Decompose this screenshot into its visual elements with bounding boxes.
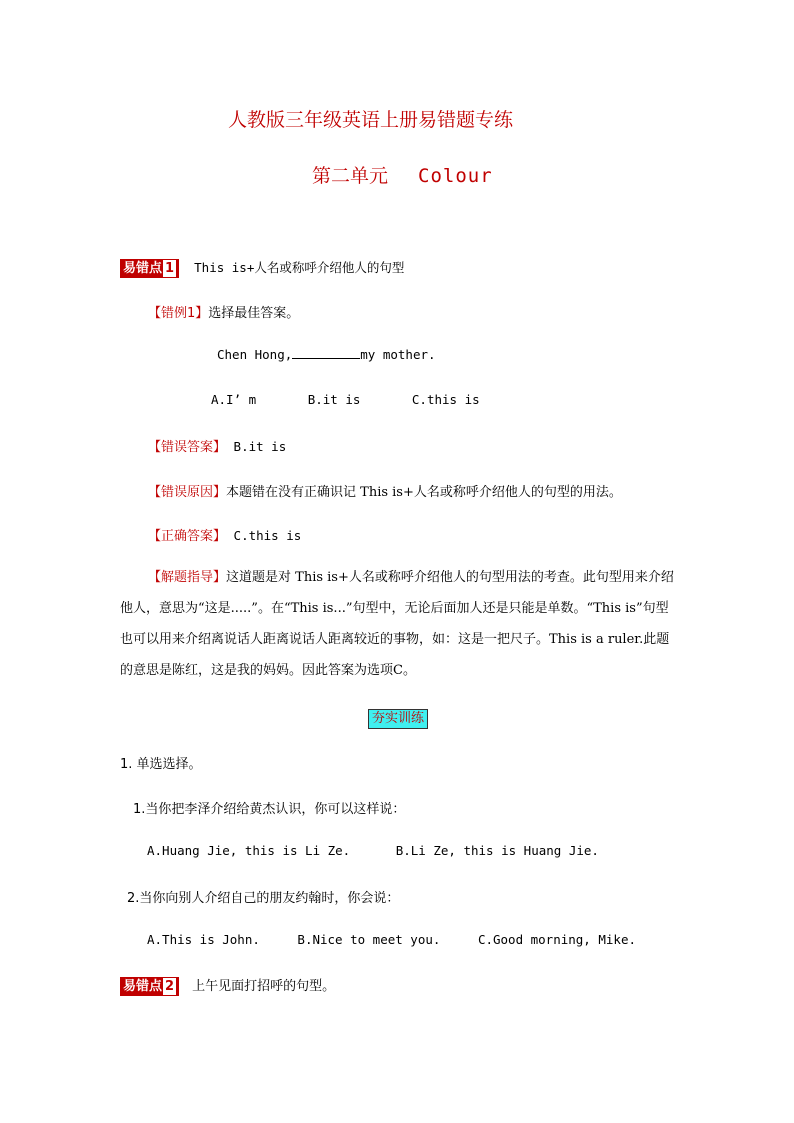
wrong-reason-label: 【错误原因】 [148,485,227,500]
answer-blank [292,347,360,359]
wrong-answer-value: B.it is [226,439,287,454]
error-point-badge: 易错点 1 [120,259,179,278]
unit-subtitle-cn: 第二单元 [312,165,389,187]
practice-question-1-options [147,843,599,858]
practice-section-heading: 1. 单选选择。 [120,757,202,772]
option-b: B.it is [307,392,361,407]
example-1-text: 选择最佳答案。 [208,306,300,321]
page-title: 人教版三年级英语上册易错题专练 [228,109,514,131]
wrong-answer-label: 【错误答案】 [148,440,227,455]
wrong-reason-text: 本题错在没有正确识记 This is+人名或称呼介绍他人的句型的用法。 [226,485,622,500]
option-a: A.I’ m [211,392,257,407]
option-a: A.Huang Jie, this is Li Ze. [147,843,351,858]
correct-answer [148,525,301,544]
unit-subtitle [312,161,493,188]
error-point-2-header [120,975,335,996]
practice-question-2: 2.当你向别人介绍自己的朋友约翰时，你会说： [127,891,400,906]
option-a: A.This is John. [147,932,260,947]
error-point-badge: 易错点 2 [120,977,179,996]
example-1 [148,302,299,321]
solution-guide [120,562,676,686]
example-options [211,392,480,407]
solution-guide-label: 【解题指导】 [148,570,227,585]
option-c: C.Good morning, Mike. [477,932,636,947]
example-question: Chen Hong, my mother. [217,347,436,362]
solution-guide-text: 这道题是对 This is+人名或称呼介绍他人的句型用法的考查。此句型用来介绍他人，意思为“这是.....”。在“This is...”句型中，无论后面加人还是只能是单数。“This is”句型也可以用来介绍离说话人距离说话人距离较近的事物，如：这是一把尺子。This is a ruler.此题的意思是陈红，这是我的妈妈。因此答案为选项C。 [120,570,674,678]
unit-subtitle-en: Colour [418,165,493,187]
correct-answer-value: C.this is [226,528,302,543]
error-point-1-header [120,257,404,278]
practice-question-1: 1.当你把李泽介绍给黄杰认识，你可以这样说： [133,802,406,817]
option-c: C.this is [411,392,480,407]
option-b: B.Nice to meet you. [297,932,441,947]
wrong-answer [148,436,286,455]
error-point-2-text: 上午见面打招呼的句型。 [192,979,336,994]
practice-badge: 夯实训练 [368,707,428,729]
wrong-reason [148,481,622,500]
option-b: B.Li Ze, this is Huang Jie. [395,843,599,858]
error-point-1-text: This is+人名或称呼介绍他人的句型 [194,260,405,275]
correct-answer-label: 【正确答案】 [148,529,227,544]
practice-question-2-options [147,932,636,947]
example-1-label: 【错例1】 [148,306,209,321]
